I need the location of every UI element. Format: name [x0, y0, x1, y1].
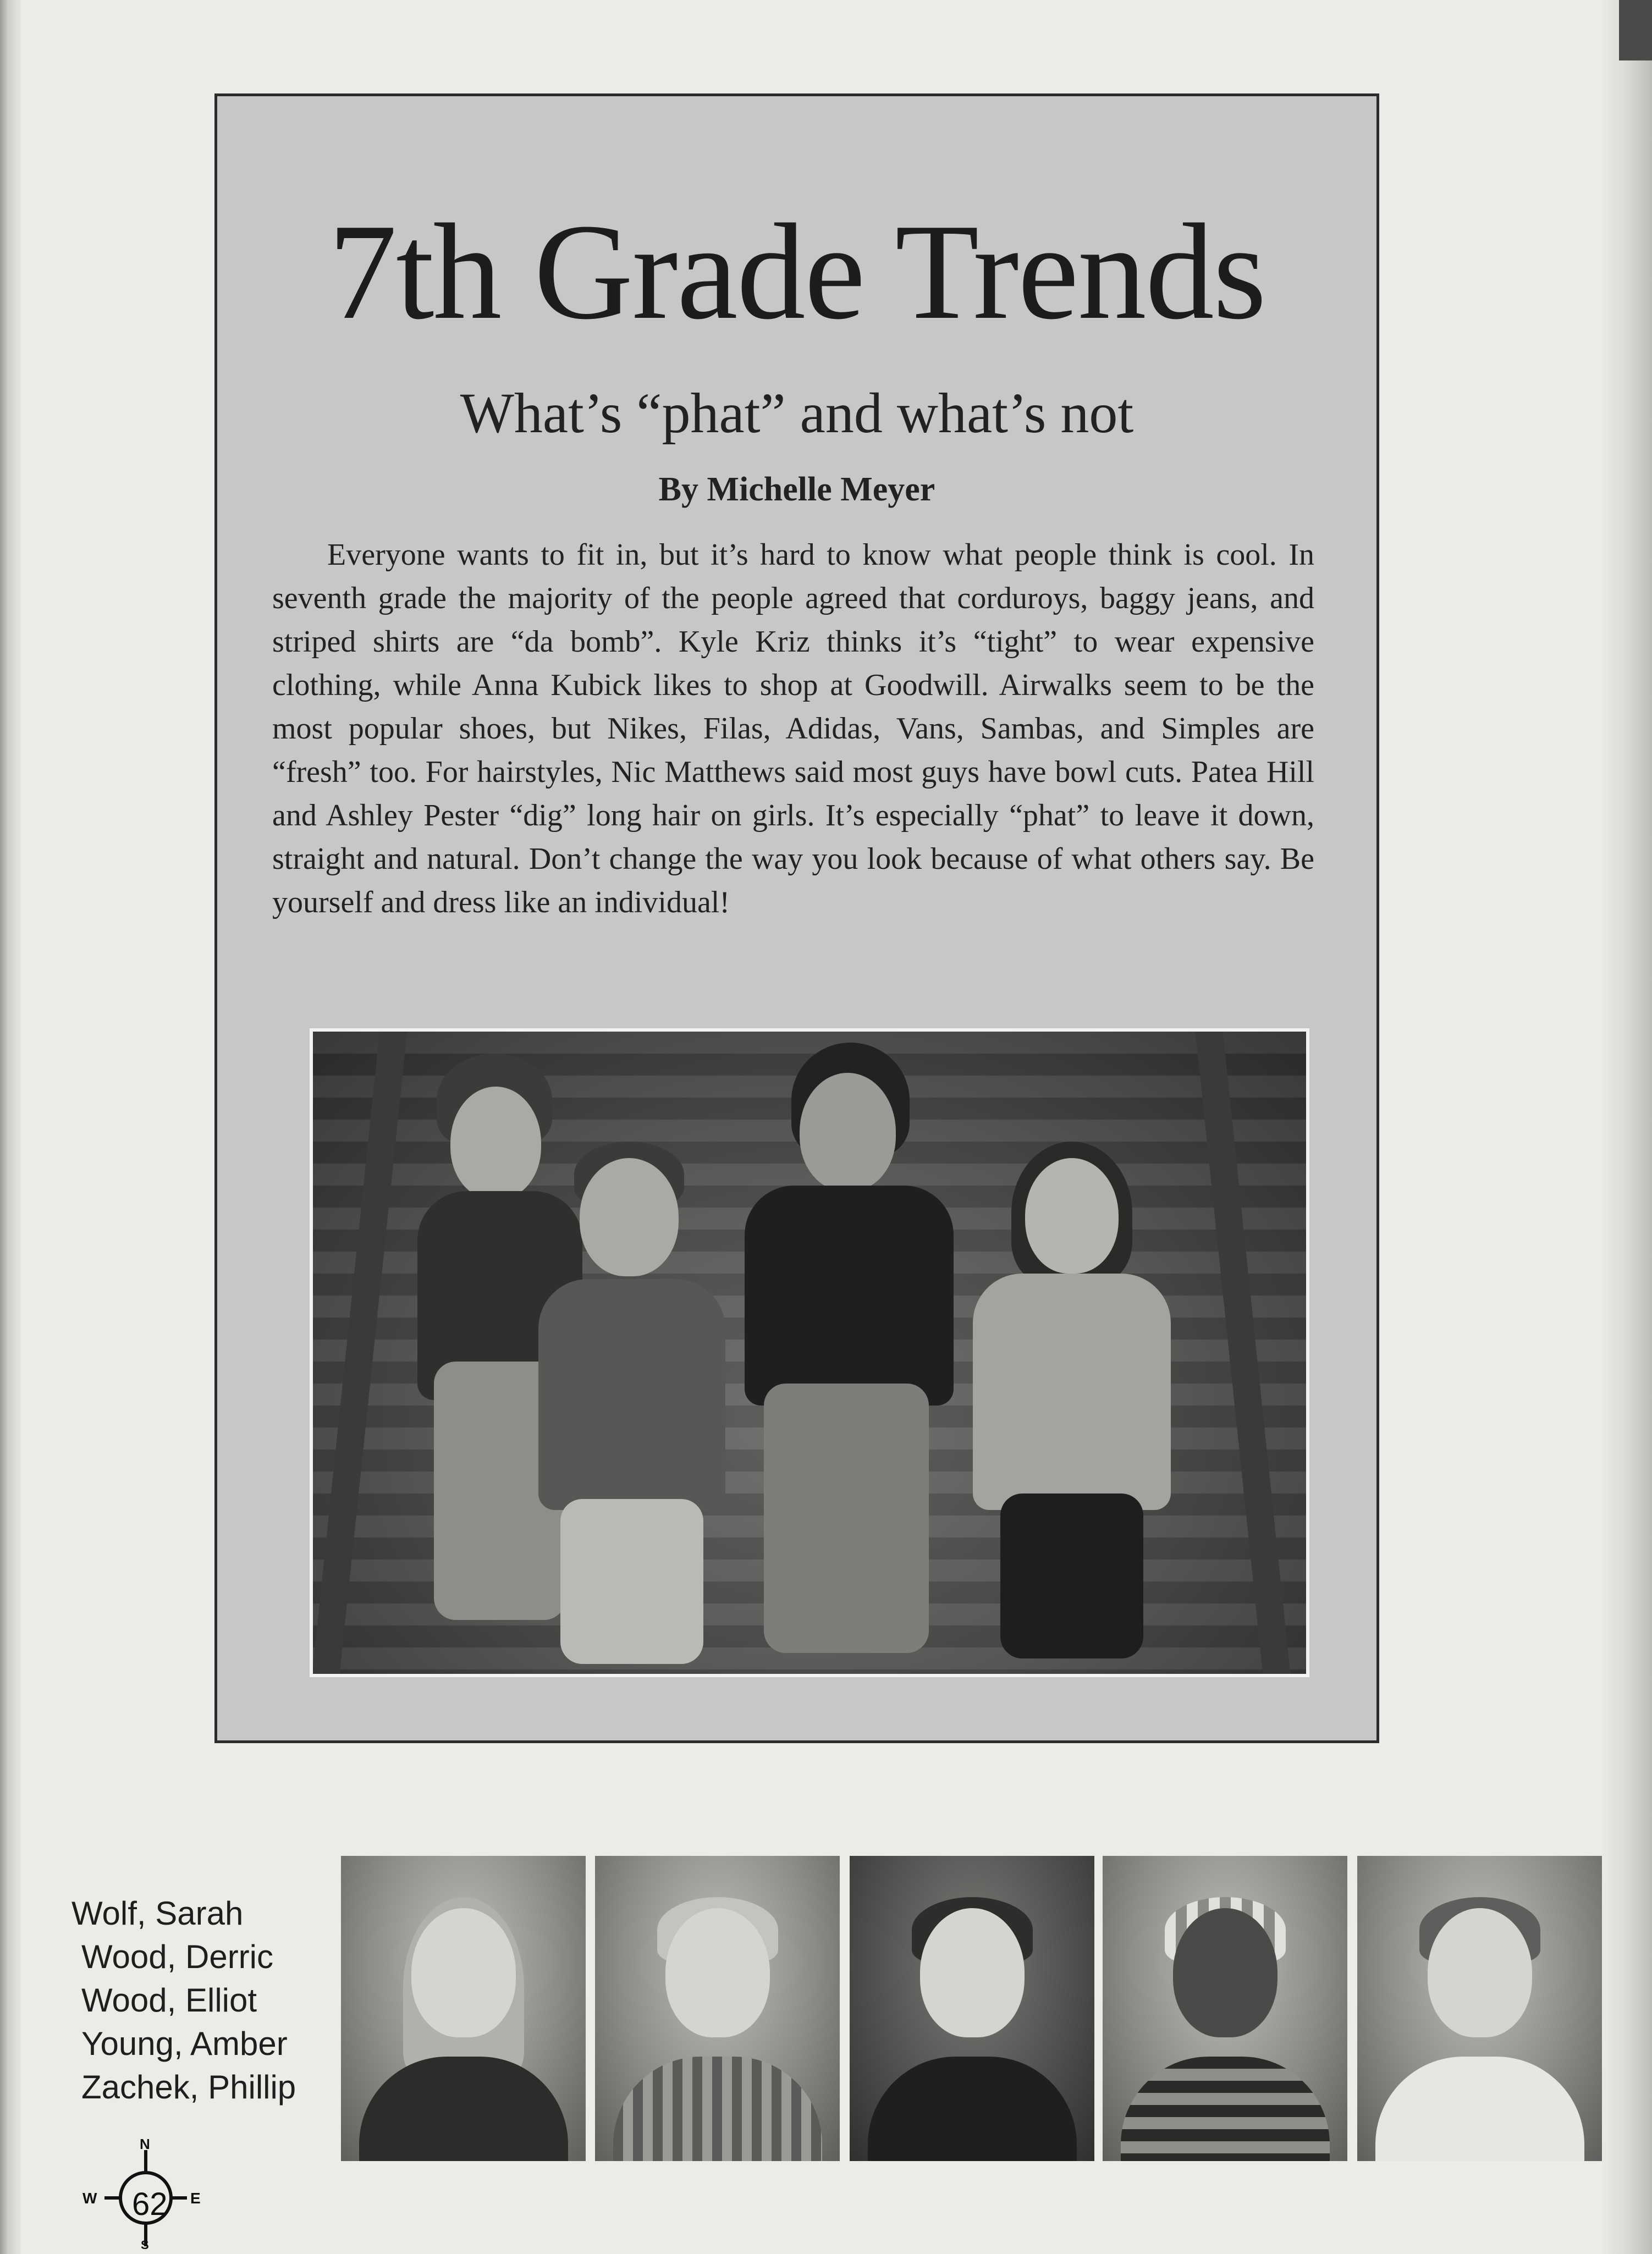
compass-letter: S [141, 2238, 149, 2249]
photo-person [967, 1142, 1176, 1658]
page-corner-shadow [1619, 0, 1652, 60]
article-headline: 7th Grade Trends [328, 196, 1266, 348]
student-name: Zachek, Phillip [81, 2069, 296, 2106]
page-marker [82, 2139, 209, 2249]
student-portrait [595, 1856, 840, 2161]
page-binding-edge [0, 0, 21, 2254]
compass-letter: W [82, 2190, 97, 2207]
student-portrait [850, 1856, 1094, 2161]
next-page-edge [1603, 0, 1652, 2254]
article-body: Everyone wants to fit in, but it’s hard to know what people think is cool. In seventh grade the majority of the people agreed that corduroys, baggy jeans, and striped shirts are “da bomb”. Kyle Kriz thinks it’s “tight” to wear expensive clothing, while Anna Kubick likes to shop at Goodwill. Airwalks seem to be the most popular shoes, but Nikes, Filas, Adidas, Vans, Sambas, and Simples are “fresh” too. For hairstyles, Nic Matthews said most guys have bowl cuts. Patea Hill and Ashley Pester “dig” long hair on girls. It’s especially “phat” to leave it down, straight and natural. Don’t change the way you look because of what others say. Be yourself and dress like an individual! [272, 538, 1314, 919]
article-box [214, 93, 1379, 1743]
group-photo [310, 1028, 1309, 1677]
page-number: 62 [132, 2186, 168, 2222]
student-portrait [341, 1856, 586, 2161]
photo-person [522, 1142, 742, 1669]
student-names-list [71, 1892, 346, 2109]
student-name: Wood, Elliot [81, 1982, 257, 2019]
student-name: Young, Amber [81, 2025, 288, 2062]
student-portrait [1103, 1856, 1347, 2161]
photo-person [731, 1043, 967, 1658]
student-name: Wolf, Sarah [71, 1895, 244, 1932]
compass-letter: E [190, 2190, 201, 2207]
article-byline: By Michelle Meyer [658, 471, 935, 508]
compass-letter: N [140, 2139, 150, 2152]
student-portrait [1357, 1856, 1602, 2161]
student-name: Wood, Derric [81, 1938, 273, 1975]
article-subhead: What’s “phat” and what’s not [460, 382, 1134, 445]
